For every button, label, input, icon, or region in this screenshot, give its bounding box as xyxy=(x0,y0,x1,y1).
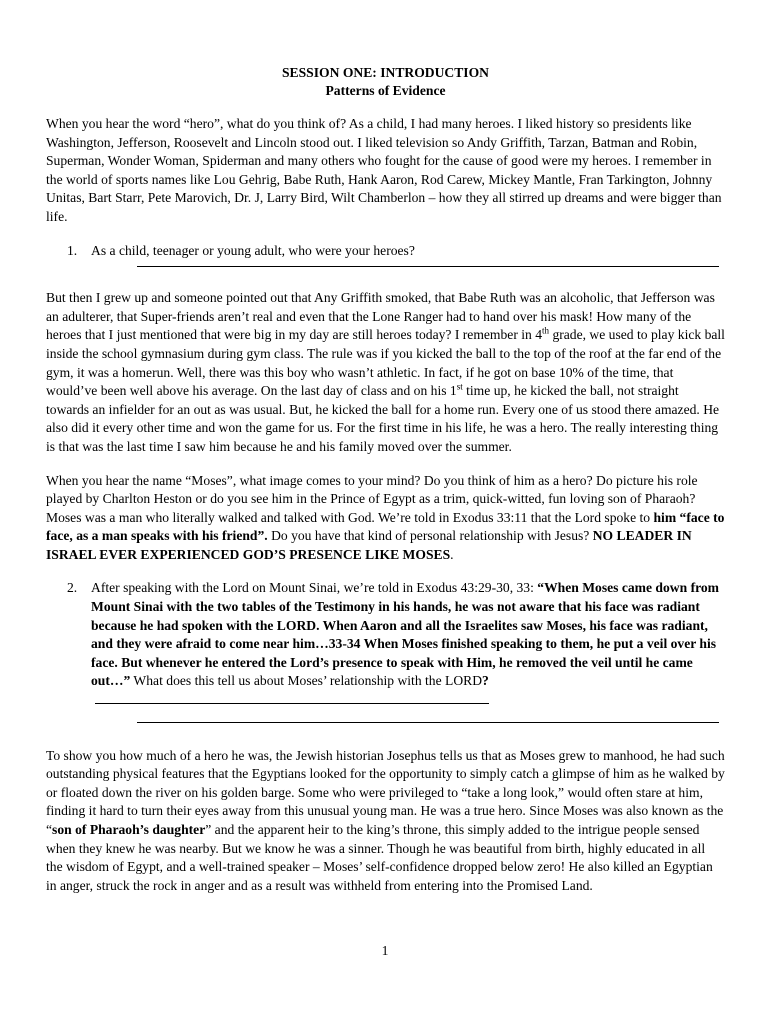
pharaoh-daughter-phrase: son of Pharaoh’s daughter xyxy=(52,822,206,837)
moses-emphasis: NO LEADER IN ISRAEL EVER EXPERIENCED GOD’S PRESENCE LIKE MOSES xyxy=(46,528,692,562)
question-2-number: 2. xyxy=(67,580,78,596)
question-1-body xyxy=(91,242,725,261)
moses-paragraph xyxy=(46,472,725,565)
moses-quote: him “face to face, as a man speaks with his friend”. xyxy=(46,509,725,544)
question-2-mark: ? xyxy=(482,673,489,689)
heroes-paragraph xyxy=(46,289,725,456)
intro-paragraph: When you hear the word “hero”, what do you think of? As a child, I had many heroes. I liked history so presidents like Washington, Jefferson, Roosevelt and Lincoln stood out. I liked television so Andy Griffith, Tarzan, Batman and Robin, Superman, Wonder Woman, Spiderman and many others who fought for the cause of good were my heroes. I remember in the world of sports names like Lou Gehrig, Babe Ruth, Hank Aaron, Rod Carew, Mickey Mantle, Fran Tarkington, Johnny Unitas, Bart Starr, Pete Marovich, Dr. J, Larry Bird, Wilt Chamberlon – how they all stirred up dreams and were bigger than life. xyxy=(46,116,722,224)
question-2 xyxy=(46,579,725,709)
moses-text-a: When you hear the name “Moses”, what image comes to your mind? Do you think of him as a hero? Do picture his role played by Charlton Heston or do you see him in the Prince of Egypt as a trim, quick-witted, fun loving son of Pharaoh? Moses was a man who literally walked and talked with God. We’re told in Exodus 33:11 that the Lord spoke to xyxy=(46,472,698,525)
question-2-intro: After speaking with the Lord on Mount Sinai, we’re told in Exodus 43:29-30, 33: xyxy=(91,580,538,596)
page-number: 1 xyxy=(381,943,389,958)
ordinal-st: st xyxy=(456,381,463,392)
question-1-answer-line[interactable] xyxy=(137,266,719,267)
question-1-text: As a child, teenager or young adult, who were your heroes? xyxy=(91,242,415,258)
question-2-answer-line[interactable] xyxy=(95,691,489,704)
josephus-text-c: ” and the apparent heir to the king’s throne, this simply added to the intrigue people sensed when they knew he was nearby. But we know he was a sinner. Though he was beautiful from birth, highly educated in all the wisdom of Egypt, and a well-trained speaker – Moses’ self-confidence dropped below zero! He also killed an Egyptian in anger, struck the rock in anger and as a result was withheld from entering into the Promised Land. xyxy=(46,822,713,893)
session-title: SESSION ONE: INTRODUCTION xyxy=(282,65,489,80)
question-2-body xyxy=(91,579,725,709)
josephus-paragraph xyxy=(46,747,725,896)
question-2-scripture: “When Moses came down from Mount Sinai with the two tables of the Testimony in his hands, he was not aware that his face was radiant because he had spoken with the LORD. When Aaron and all the Israelites saw Moses, his face was radiant, and they were afraid to come near him…33-34 When Moses finished speaking to them, he put a veil over his face. But whenever he entered the Lord’s presence to speak with Him, he removed the veil until he came out…” xyxy=(91,580,720,689)
ordinal-th: th xyxy=(542,325,550,336)
heroes-text-c: time up, he kicked the ball, not straight towards an infielder for an out as was usual. But, he kicked the ball for a home run. Every one of us stood there amazed. He also did it every other time and won the game for us. For the first time in his life, he was a hero. The really interesting thing is that was the last time I saw him because he and his family moved over the summer. xyxy=(46,383,720,454)
josephus-text-a: To show you how much of a hero he was, the Jewish historian Josephus tells us that as Moses grew to manhood, he had such outstanding physical features that the Egyptians looked for the opportunity to simply catch a glimpse of him as he walked by or floated down the river on his golden barge. Some who were privileged to “take a long look,” would often stare at him, finding it hard to turn their eyes away from this unusual young man. He was a true hero. Since Moses was also known as the “ xyxy=(46,747,725,837)
session-subtitle: Patterns of Evidence xyxy=(325,83,446,98)
title-block xyxy=(46,64,725,100)
question-2-answer-line-2[interactable] xyxy=(137,722,719,723)
moses-text-e: . xyxy=(450,546,454,562)
heroes-text-b: grade, we used to play kick ball inside the school gymnasium during gym class. The rule was if you kicked the ball to the top of the roof at the far end of the gym, it was a homerun. Well, there was this boy who wasn’t athletic. In fact, if he got on base 10% of the time, that would’ve been well above his average. On the last day of class and on his 1 xyxy=(46,327,725,399)
question-1 xyxy=(46,242,725,261)
heroes-text-a: But then I grew up and someone pointed out that Any Griffith smoked, that Babe Ruth was an alcoholic, that Jefferson was an adulterer, that Super-friends aren’t real and even that the Lone Ranger had to hand over his mask! How many of the heroes that I just mentioned that were big in my day are still heroes today? I remember in 4 xyxy=(46,290,715,343)
moses-text-c: Do you have that kind of personal relationship with Jesus? xyxy=(267,528,593,544)
question-1-number: 1. xyxy=(67,242,78,258)
question-2-prompt: What does this tell us about Moses’ relationship with the LORD xyxy=(130,673,483,689)
